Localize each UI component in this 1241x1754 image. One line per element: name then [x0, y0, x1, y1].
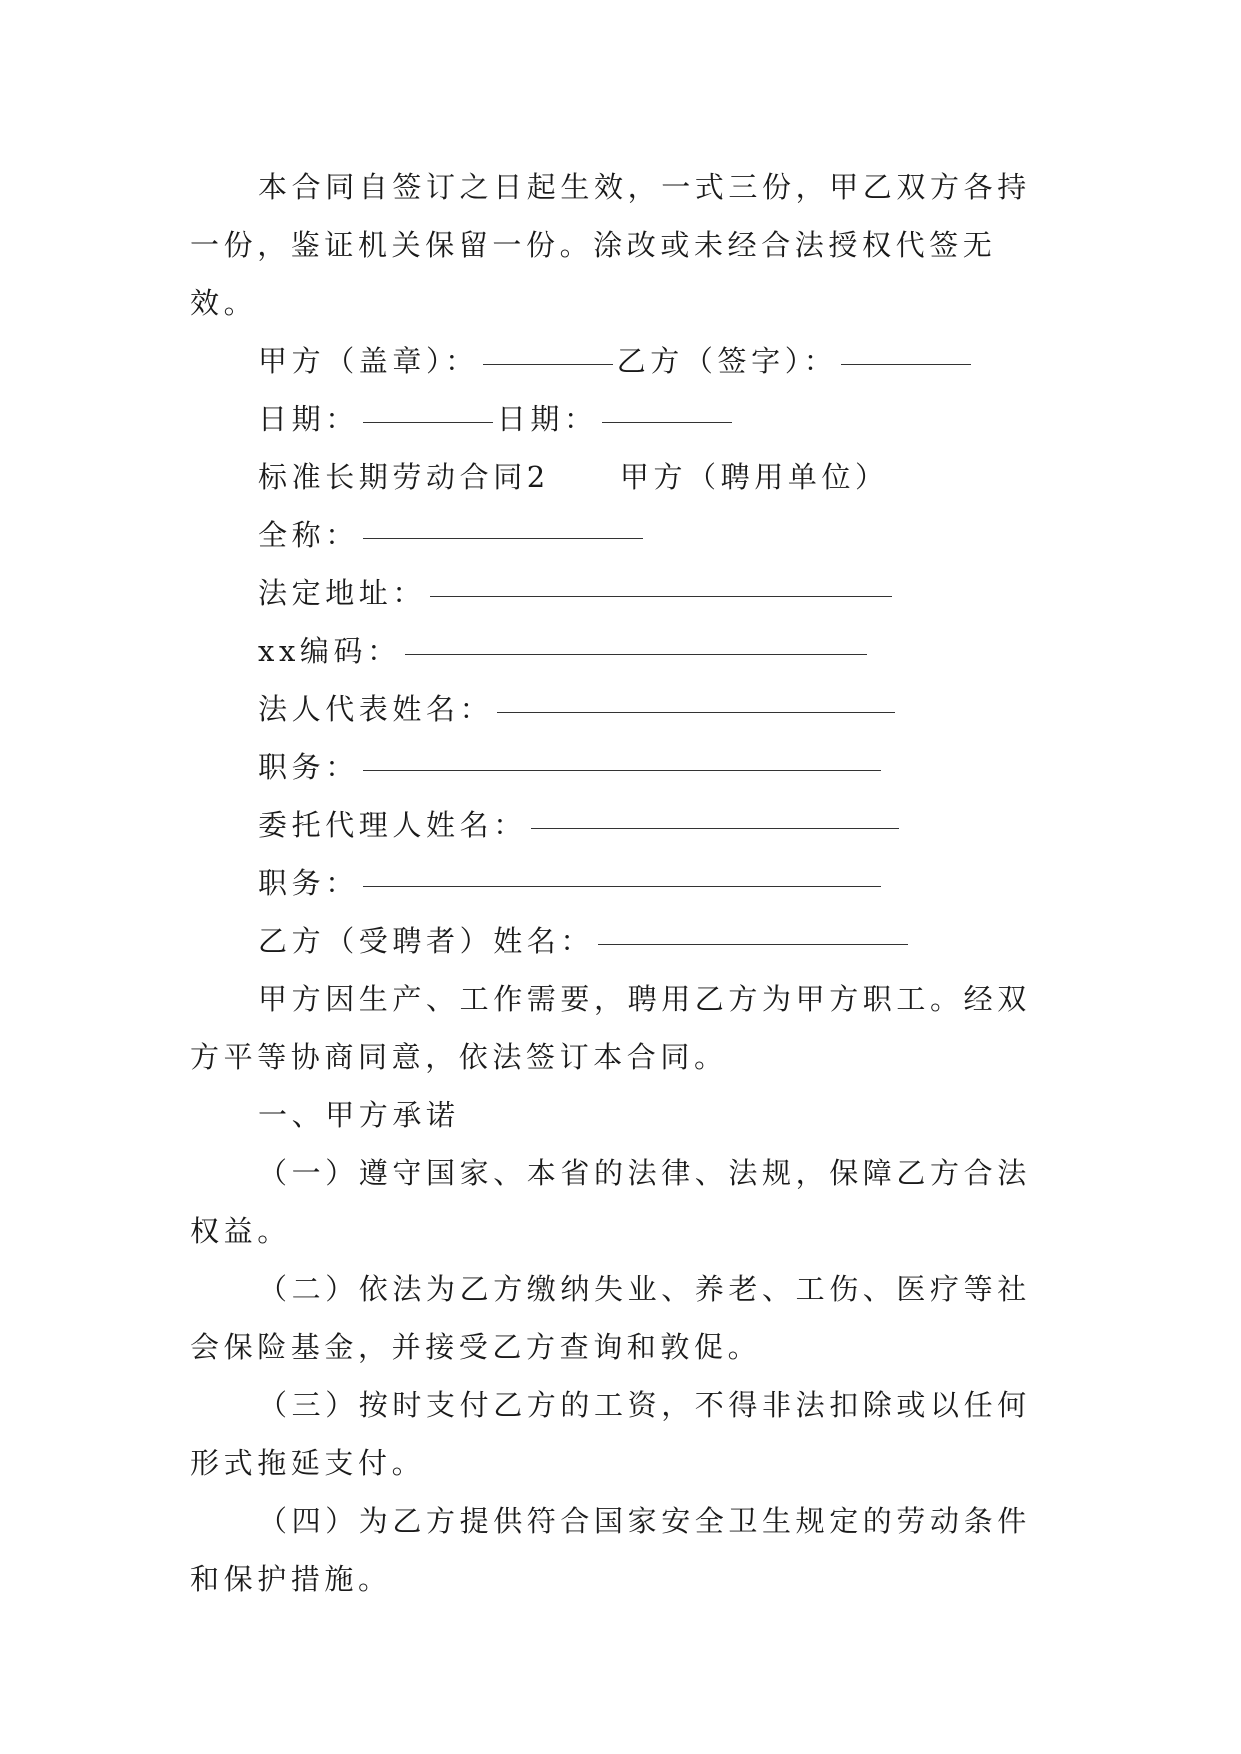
field-party-b-name	[190, 912, 1050, 970]
field-legal-address	[190, 564, 1050, 622]
field-blank	[598, 944, 908, 945]
field-label: 法人代表姓名：	[258, 692, 494, 726]
field-position-1	[190, 738, 1050, 796]
section-1-title: 一、甲方承诺	[258, 1098, 460, 1132]
field-blank	[531, 828, 899, 829]
field-label: 全称：	[258, 518, 359, 552]
party-b-sign-blank	[841, 364, 971, 365]
commitment-item-1: （一）遵守国家、本省的法律、法规，保障乙方合法权益。	[190, 1156, 1031, 1248]
date-a-blank	[363, 422, 493, 423]
field-blank	[363, 886, 881, 887]
party-a-seal-label: 甲方（盖章）：	[258, 344, 479, 378]
intro-paragraph: 甲方因生产、工作需要，聘用乙方为甲方职工。经双方平等协商同意，依法签订本合同。	[190, 982, 1031, 1074]
document-body	[190, 158, 1050, 1608]
field-blank	[405, 654, 867, 655]
commitment-item-3: （三）按时支付乙方的工资，不得非法扣除或以任何形式拖延支付。	[190, 1388, 1031, 1480]
field-blank	[430, 596, 892, 597]
field-label: 职务：	[258, 750, 359, 784]
field-blank	[497, 712, 895, 713]
field-postal-code	[190, 622, 1050, 680]
party-a-header: 甲方（聘用单位）	[619, 460, 889, 494]
field-label: 职务：	[258, 866, 359, 900]
field-label: 乙方（受聘者）姓名：	[258, 924, 595, 958]
field-legal-rep-name	[190, 680, 1050, 738]
field-full-name	[190, 506, 1050, 564]
field-blank	[363, 538, 643, 539]
date-b-label: 日期：	[496, 402, 598, 436]
field-label: xx编码：	[258, 634, 401, 668]
party-a-seal-blank	[483, 364, 613, 365]
date-a-label: 日期：	[258, 402, 359, 436]
field-agent-name	[190, 796, 1050, 854]
field-label: 法定地址：	[258, 576, 427, 610]
field-label: 委托代理人姓名：	[258, 808, 527, 842]
date-row	[190, 390, 1050, 448]
commitment-item-2: （二）依法为乙方缴纳失业、养老、工伤、医疗等社会保险基金，并接受乙方查询和敦促。	[190, 1272, 1031, 1364]
contract-title-row	[190, 448, 1050, 506]
field-position-2	[190, 854, 1050, 912]
contract-title: 标准长期劳动合同2	[258, 460, 550, 494]
signature-row	[190, 332, 1050, 390]
commitment-item-4: （四）为乙方提供符合国家安全卫生规定的劳动条件和保护措施。	[190, 1504, 1031, 1596]
party-b-sign-label: 乙方（签字）：	[616, 344, 838, 378]
effective-clause: 本合同自签订之日起生效，一式三份，甲乙双方各持一份，鉴证机关保留一份。涂改或未经合法授权代签无效。	[190, 170, 1031, 320]
date-b-blank	[602, 422, 732, 423]
field-blank	[363, 770, 881, 771]
